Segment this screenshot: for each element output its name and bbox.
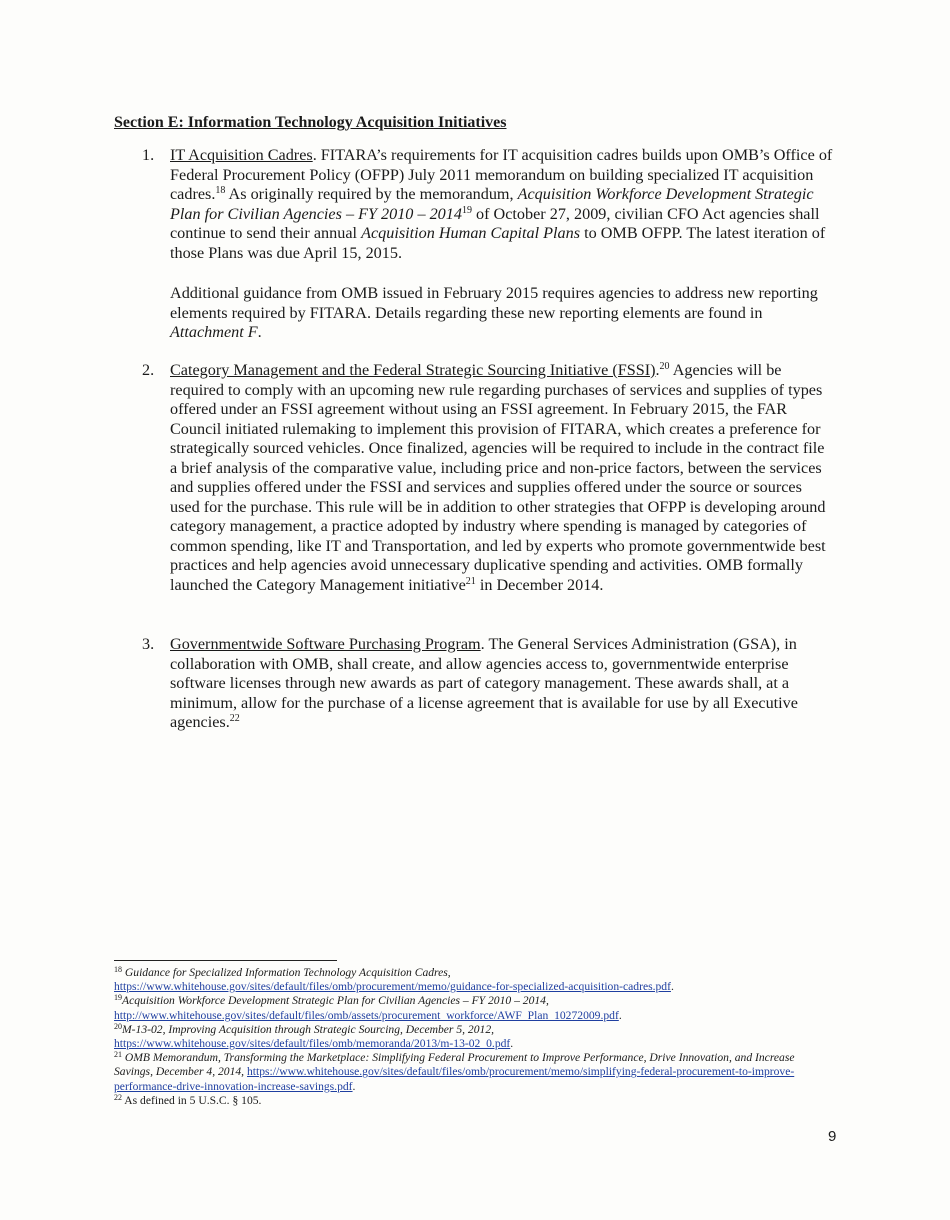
item-paragraph xyxy=(170,361,835,595)
footnote-link[interactable]: https://www.whitehouse.gov/sites/default/files/omb/memoranda/2013/m-13-02_0.pdf xyxy=(114,1037,511,1051)
item-text: . The General Services Administration (GSA), in collaboration with OMB, shall create, and allow agencies access to, governmentwide enterprise software licenses through new awards as part of category management. These awards shall, at a minimum, allow for the purchase of a license agreement that is available for use by all Executive agencies. xyxy=(170,635,798,731)
item-italic: Acquisition Workforce Development Strategic Plan for Civilian Agencies – FY 2010 – 2014 xyxy=(170,185,814,223)
footnote-divider xyxy=(114,960,337,961)
footnote xyxy=(114,994,834,1022)
footnote-ref: 20 xyxy=(659,361,670,372)
footnote xyxy=(114,1051,834,1094)
item-paragraph xyxy=(170,146,835,263)
footnote-ref: 22 xyxy=(229,713,240,724)
footnote xyxy=(114,1023,834,1051)
item-number: 1. xyxy=(142,146,155,164)
footnote-text: As defined in 5 U.S.C. § 105. xyxy=(122,1093,262,1107)
footnote-punct: . xyxy=(618,1008,622,1022)
item-number: 3. xyxy=(142,635,155,653)
item-paragraph xyxy=(170,635,835,733)
footnote-number: 21 xyxy=(114,1050,122,1060)
item-text: of October 27, 2009, civilian CFO Act agencies shall continue to send their annual xyxy=(170,204,820,242)
item-title: IT Acquisition Cadres xyxy=(170,146,313,164)
footnote-number: 20 xyxy=(114,1021,122,1031)
footnote-punct: . xyxy=(352,1079,356,1093)
footnote-number: 19 xyxy=(114,993,122,1003)
item-italic: Acquisition Human Capital Plans xyxy=(361,224,581,242)
footnote-punct: . xyxy=(510,1037,514,1051)
item-text: Agencies will be required to comply with an upcoming new rule regarding purchases of services and supplies of types offered under an FSSI agreement without using an FSSI agreement. In February 2015, the FAR Council initiated rulemaking to implement this provision of FITARA, which creates a preference for strategically sourced vehicles. Once finalized, agencies will be required to include in the contract file a brief analysis of the comparative value, including price and non-price factors, between the services and supplies offered under the FSSI and services and supplies offered under the source or sources used for the purchase. This rule will be in addition to other strategies that OFPP is developing around category management, a practice adopted by industry where spending is managed by categories of common spending, like IT and Transportation, and led by experts who promote governmentwide best practices and help agencies avoid unnecessary duplicative spending and activities. OMB formally launched the Category Management initiative xyxy=(170,361,826,594)
footnote-punct: . xyxy=(670,980,674,994)
footnotes xyxy=(114,966,834,1108)
footnote-link[interactable]: https://www.whitehouse.gov/sites/default/files/omb/procurement/memo/simplifying-federal-procurement-to-improve-performance-drive-innovation-increase-savings.pdf xyxy=(114,1065,795,1093)
footnote xyxy=(114,966,834,994)
item-italic: Attachment F xyxy=(170,323,258,341)
item-text: . xyxy=(655,361,660,379)
footnote-link[interactable]: http://www.whitehouse.gov/sites/default/files/omb/assets/procurement_workforce/AWF_Plan_10272009.pdf xyxy=(114,1008,619,1022)
item-text: . FITARA’s requirements for IT acquisition cadres builds upon OMB’s Office of Federal Procurement Policy (OFPP) July 2011 memorandum on building specialized IT acquisition cadres. xyxy=(170,146,833,203)
footnote-number: 18 xyxy=(114,965,122,974)
footnote-number: 22 xyxy=(114,1092,122,1102)
item-text: in December 2014. xyxy=(475,575,604,594)
item-text: . xyxy=(257,323,262,341)
footnote-ref: 21 xyxy=(465,575,476,587)
item-title: Category Management and the Federal Strategic Sourcing Initiative (FSSI) xyxy=(170,361,656,379)
footnote-citation: M-13-02, Improving Acquisition through Strategic Sourcing, December 5, 2012, xyxy=(122,1022,495,1036)
footnote-ref: 18 xyxy=(215,185,226,196)
footnote xyxy=(114,1094,834,1108)
footnote-ref: 19 xyxy=(461,204,472,216)
item-number: 2. xyxy=(142,361,155,379)
item-paragraph xyxy=(170,284,835,343)
footnote-citation: Guidance for Specialized Information Technology Acquisition Cadres, xyxy=(124,966,451,979)
footnote-citation: OMB Memorandum, Transforming the Marketplace: Simplifying Federal Procurement to Improve Performance, Drive Innovation, and Increase Savings, December 4, 2014, xyxy=(114,1051,795,1079)
page-number: 9 xyxy=(828,1128,837,1145)
item-text: Additional guidance from OMB issued in February 2015 requires agencies to address new reporting elements required by FITARA. Details regarding these new reporting elements are found in xyxy=(170,284,818,322)
item-text: to OMB OFPP. The latest iteration of those Plans was due April 15, 2015. xyxy=(170,224,826,262)
section-heading: Section E: Information Technology Acquisition Initiatives xyxy=(114,114,507,131)
footnote-citation: Acquisition Workforce Development Strategic Plan for Civilian Agencies – FY 2010 – 2014, xyxy=(122,994,549,1008)
item-title: Governmentwide Software Purchasing Program xyxy=(170,635,481,653)
footnote-link[interactable]: https://www.whitehouse.gov/sites/default/files/omb/procurement/memo/guidance-for-specialized-acquisition-cadres.pdf xyxy=(114,980,671,994)
item-text: As originally required by the memorandum, xyxy=(225,185,518,203)
